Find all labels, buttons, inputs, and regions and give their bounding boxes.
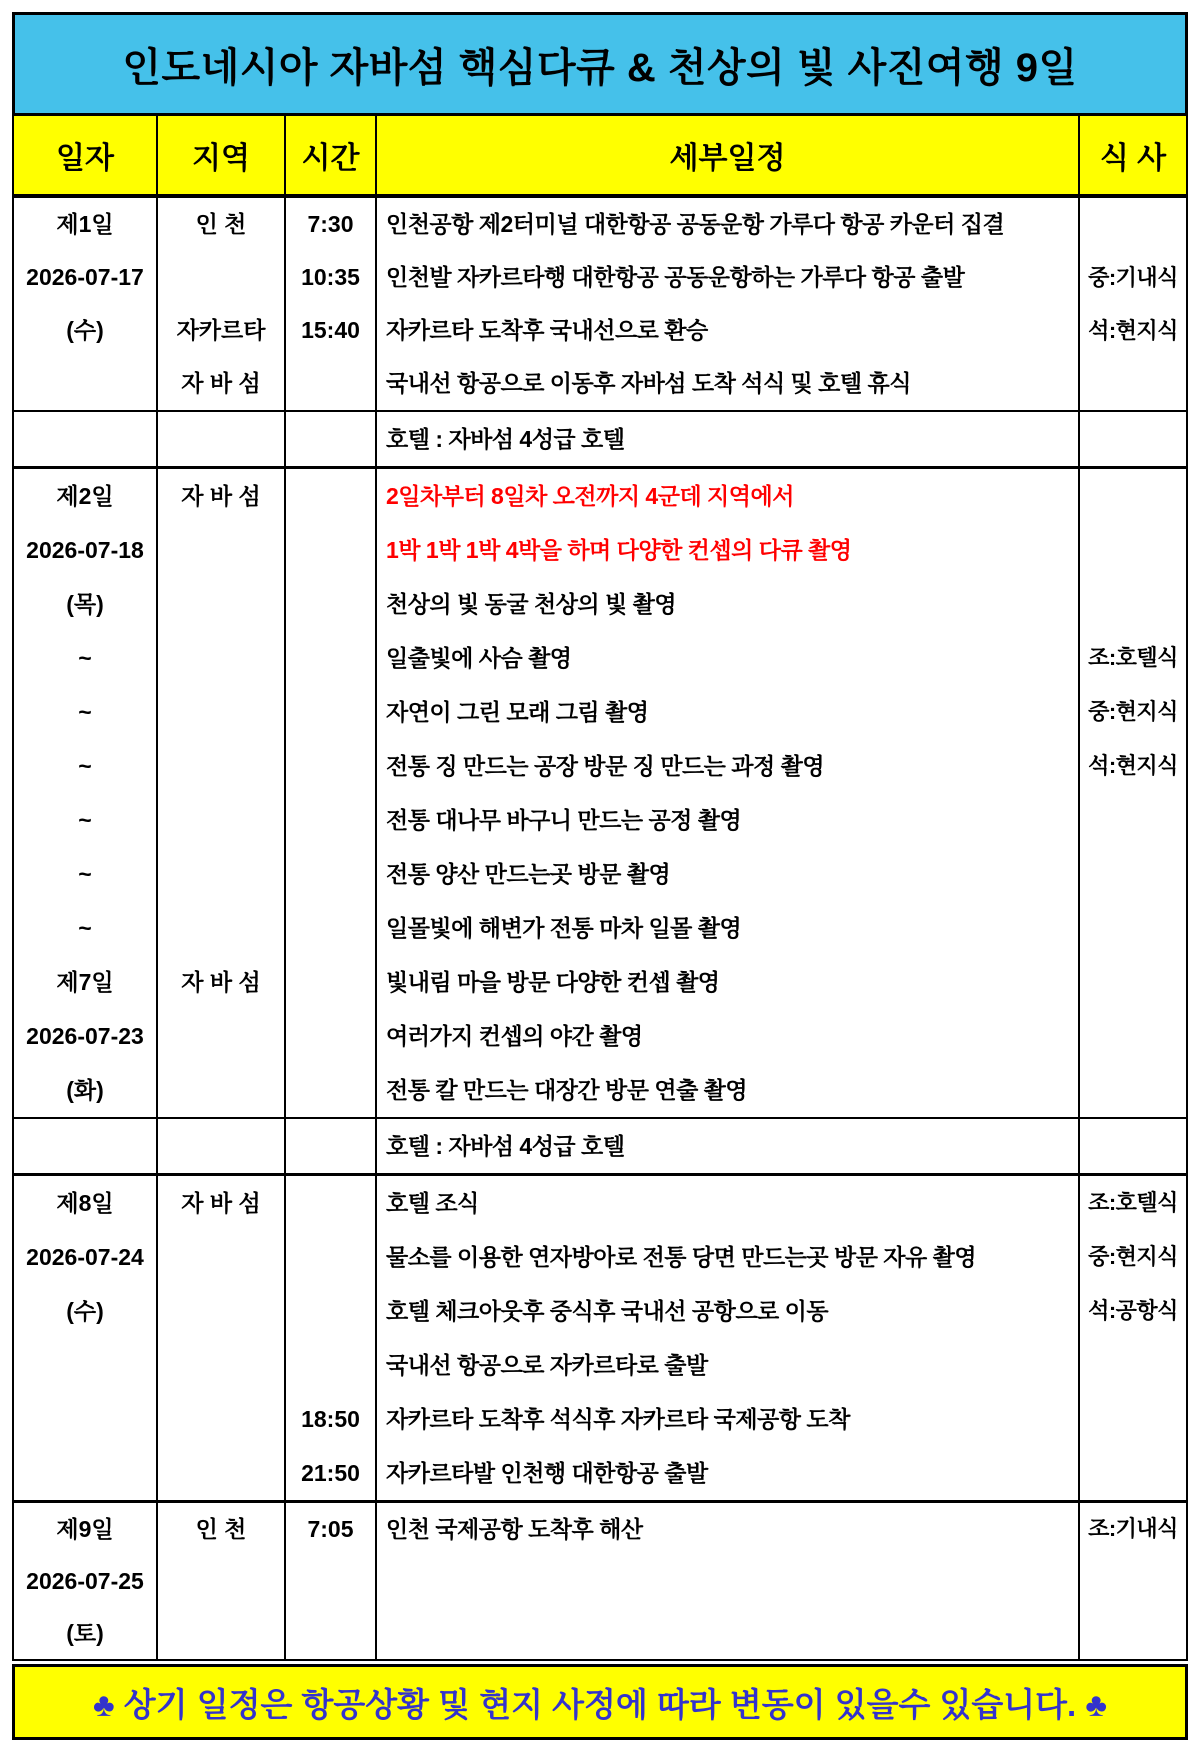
empty-cell bbox=[14, 1119, 156, 1173]
date-cell bbox=[14, 357, 156, 410]
region-cell bbox=[158, 1009, 284, 1063]
header-date: 일자 bbox=[14, 116, 158, 194]
time-cell bbox=[286, 793, 375, 847]
detail-cell: 인천 국제공항 도착후 해산 bbox=[386, 1516, 643, 1542]
detail-cell: 여러가지 컨셉의 야간 촬영 bbox=[386, 1023, 643, 1049]
region-cell: 자 바 섬 bbox=[181, 1190, 261, 1216]
detail-cell: 국내선 항공으로 자카르타로 출발 bbox=[386, 1352, 708, 1378]
date-cell: ~ bbox=[78, 645, 92, 671]
time-cell bbox=[286, 739, 375, 793]
time-cell bbox=[286, 357, 375, 410]
region-cell bbox=[158, 1338, 284, 1392]
time-cell bbox=[286, 631, 375, 685]
region-cell bbox=[158, 1555, 284, 1607]
hotel1-date-cell bbox=[14, 412, 158, 466]
day2to7-block bbox=[14, 469, 1186, 1117]
day1-region-column bbox=[158, 198, 286, 410]
meal-cell bbox=[1080, 847, 1186, 901]
region-cell bbox=[158, 1446, 284, 1500]
region-cell bbox=[158, 1607, 284, 1659]
time-cell bbox=[286, 901, 375, 955]
detail-cell: 일출빛에 사슴 촬영 bbox=[386, 645, 572, 671]
region-cell: 인 천 bbox=[195, 1516, 247, 1542]
day2to7-date-column bbox=[14, 469, 158, 1117]
time-cell: 15:40 bbox=[301, 317, 360, 343]
day1-date-column bbox=[14, 198, 158, 410]
detail-cell: 자카르타발 인천행 대한항공 출발 bbox=[386, 1460, 708, 1486]
meal-cell bbox=[1080, 1607, 1186, 1659]
hotel-info: 호텔 : 자바섬 4성급 호텔 bbox=[386, 1133, 625, 1159]
time-cell bbox=[286, 1009, 375, 1063]
itinerary-table bbox=[12, 116, 1188, 1661]
hotel1-region-cell bbox=[158, 412, 286, 466]
hotel2-detail-cell bbox=[377, 1119, 1080, 1173]
date-cell: ~ bbox=[78, 753, 92, 779]
date-cell: (화) bbox=[66, 1077, 104, 1103]
date-cell: (수) bbox=[66, 317, 104, 343]
hotel1-meal-cell bbox=[1080, 412, 1186, 466]
region-cell bbox=[158, 1392, 284, 1446]
day1-detail-column bbox=[377, 198, 1080, 410]
empty-cell bbox=[1080, 412, 1186, 466]
detail-cell: 국내선 항공으로 이동후 자바섬 도착 석식 및 호텔 휴식 bbox=[386, 370, 911, 396]
time-cell bbox=[286, 1284, 375, 1338]
day8-date-column bbox=[14, 1176, 158, 1500]
day8-time-column bbox=[286, 1176, 377, 1500]
meal-cell: 석:현지식 bbox=[1088, 318, 1178, 343]
day8-region-column bbox=[158, 1176, 286, 1500]
detail-cell: 인천발 자카르타행 대한항공 공동운항하는 가루다 항공 출발 bbox=[386, 264, 965, 290]
date-cell: (목) bbox=[66, 591, 104, 617]
time-cell: 18:50 bbox=[301, 1406, 360, 1432]
date-cell: 2026-07-24 bbox=[26, 1244, 144, 1270]
region-cell: 자 바 섬 bbox=[181, 370, 261, 396]
page-title: 인도네시아 자바섬 핵심다큐 & 천상의 빛 사진여행 9일 bbox=[12, 12, 1188, 116]
empty-cell bbox=[286, 1119, 375, 1173]
day9-date-column bbox=[14, 1503, 158, 1659]
day1-meal-column bbox=[1080, 198, 1186, 410]
date-cell bbox=[14, 1338, 156, 1392]
empty-cell bbox=[158, 412, 284, 466]
region-cell bbox=[158, 793, 284, 847]
hotel1-detail-cell bbox=[377, 412, 1080, 466]
time-cell bbox=[286, 469, 375, 523]
hotel-info: 호텔 : 자바섬 4성급 호텔 bbox=[386, 426, 625, 452]
date-cell: 2026-07-25 bbox=[26, 1568, 144, 1594]
detail-cell: 빛내림 마을 방문 다양한 컨셉 촬영 bbox=[386, 969, 720, 995]
region-cell bbox=[158, 251, 284, 304]
time-cell bbox=[286, 955, 375, 1009]
detail-cell: 천상의 빛 동굴 천상의 빛 촬영 bbox=[386, 591, 677, 617]
detail-cell: 호텔 조식 bbox=[386, 1190, 479, 1216]
detail-cell: 전통 대나무 바구니 만드는 공정 촬영 bbox=[386, 807, 742, 833]
day2to7-region-column bbox=[158, 469, 286, 1117]
time-cell bbox=[286, 1230, 375, 1284]
meal-cell bbox=[1080, 1063, 1186, 1117]
date-cell: 2026-07-18 bbox=[26, 537, 144, 563]
time-cell: 7:05 bbox=[307, 1516, 354, 1542]
meal-cell bbox=[1080, 1446, 1186, 1500]
day9-time-column bbox=[286, 1503, 377, 1659]
meal-cell bbox=[1080, 357, 1186, 410]
meal-cell bbox=[1080, 198, 1186, 251]
date-cell: 제9일 bbox=[56, 1516, 114, 1542]
time-cell bbox=[286, 577, 375, 631]
detail-cell: 자연이 그린 모래 그림 촬영 bbox=[386, 699, 649, 725]
meal-cell: 중:현지식 bbox=[1088, 1244, 1178, 1269]
region-cell bbox=[158, 1284, 284, 1338]
region-cell bbox=[158, 631, 284, 685]
region-cell bbox=[158, 523, 284, 577]
hotel2-region-cell bbox=[158, 1119, 286, 1173]
time-cell bbox=[286, 685, 375, 739]
hotel2-meal-cell bbox=[1080, 1119, 1186, 1173]
hotel-row-1 bbox=[14, 410, 1186, 469]
empty-cell bbox=[286, 412, 375, 466]
meal-cell: 조:호텔식 bbox=[1088, 1190, 1178, 1215]
region-cell bbox=[158, 685, 284, 739]
meal-cell bbox=[1080, 1555, 1186, 1607]
region-cell: 자 바 섬 bbox=[181, 483, 261, 509]
meal-cell: 석:공항식 bbox=[1088, 1298, 1178, 1323]
date-cell: (수) bbox=[66, 1298, 104, 1324]
day8-block bbox=[14, 1176, 1186, 1503]
region-cell: 자 바 섬 bbox=[181, 969, 261, 995]
meal-cell: 중:현지식 bbox=[1088, 699, 1178, 724]
region-cell bbox=[158, 847, 284, 901]
day9-region-column bbox=[158, 1503, 286, 1659]
date-cell: (토) bbox=[66, 1620, 104, 1646]
time-cell: 7:30 bbox=[307, 211, 354, 237]
detail-cell bbox=[377, 1555, 1078, 1607]
region-cell bbox=[158, 901, 284, 955]
date-cell: ~ bbox=[78, 861, 92, 887]
day9-meal-column bbox=[1080, 1503, 1186, 1659]
meal-cell bbox=[1080, 577, 1186, 631]
meal-cell: 조:기내식 bbox=[1088, 1516, 1178, 1541]
time-cell bbox=[286, 1607, 375, 1659]
day9-block bbox=[14, 1503, 1186, 1659]
date-cell: 제1일 bbox=[56, 211, 114, 237]
date-cell: ~ bbox=[78, 699, 92, 725]
time-cell: 10:35 bbox=[301, 264, 360, 290]
hotel-row-2 bbox=[14, 1117, 1186, 1176]
day1-time-column bbox=[286, 198, 377, 410]
detail-cell: 전통 양산 만드는곳 방문 촬영 bbox=[386, 861, 671, 887]
region-cell bbox=[158, 739, 284, 793]
date-cell bbox=[14, 1446, 156, 1500]
empty-cell bbox=[158, 1119, 284, 1173]
empty-cell bbox=[14, 412, 156, 466]
detail-cell: 물소를 이용한 연자방아로 전통 당면 만드는곳 방문 자유 촬영 bbox=[386, 1244, 977, 1270]
day2to7-meal-column bbox=[1080, 469, 1186, 1117]
meal-cell: 조:호텔식 bbox=[1088, 645, 1178, 670]
time-cell bbox=[286, 1555, 375, 1607]
detail-cell: 2일차부터 8일차 오전까지 4군데 지역에서 bbox=[386, 483, 794, 509]
meal-cell bbox=[1080, 1338, 1186, 1392]
time-cell bbox=[286, 523, 375, 577]
meal-cell bbox=[1080, 1009, 1186, 1063]
day2to7-detail-column bbox=[377, 469, 1080, 1117]
date-cell bbox=[14, 1392, 156, 1446]
day2to7-time-column bbox=[286, 469, 377, 1117]
meal-cell bbox=[1080, 1392, 1186, 1446]
day1-block bbox=[14, 198, 1186, 410]
region-cell bbox=[158, 1230, 284, 1284]
date-cell: 2026-07-17 bbox=[26, 264, 144, 290]
date-cell: 제2일 bbox=[56, 483, 114, 509]
region-cell bbox=[158, 577, 284, 631]
meal-cell: 중:기내식 bbox=[1088, 265, 1178, 290]
detail-cell: 인천공항 제2터미널 대한항공 공동운항 가루다 항공 카운터 집결 bbox=[386, 211, 1005, 237]
detail-cell: 1박 1박 1박 4박을 하며 다양한 컨셉의 다큐 촬영 bbox=[386, 537, 852, 563]
header-region: 지역 bbox=[158, 116, 286, 194]
time-cell: 21:50 bbox=[301, 1460, 360, 1486]
detail-cell: 전통 징 만드는 공장 방문 징 만드는 과정 촬영 bbox=[386, 753, 825, 779]
hotel2-date-cell bbox=[14, 1119, 158, 1173]
header-meal: 식 사 bbox=[1099, 142, 1167, 175]
detail-cell: 자카르타 도착후 국내선으로 환승 bbox=[386, 317, 708, 343]
region-cell: 자카르타 bbox=[176, 317, 266, 343]
date-cell: ~ bbox=[78, 807, 92, 833]
time-cell bbox=[286, 847, 375, 901]
detail-cell: 호텔 체크아웃후 중식후 국내선 공항으로 이동 bbox=[386, 1298, 829, 1324]
region-cell: 인 천 bbox=[195, 211, 247, 237]
meal-cell bbox=[1080, 955, 1186, 1009]
date-cell: 제8일 bbox=[56, 1190, 114, 1216]
hotel1-time-cell bbox=[286, 412, 377, 466]
date-cell: 제7일 bbox=[56, 969, 114, 995]
time-cell bbox=[286, 1176, 375, 1230]
meal-cell bbox=[1080, 523, 1186, 577]
detail-cell: 일몰빛에 해변가 전통 마차 일몰 촬영 bbox=[386, 915, 742, 941]
day9-detail-column bbox=[377, 1503, 1080, 1659]
hotel2-time-cell bbox=[286, 1119, 377, 1173]
time-cell bbox=[286, 1063, 375, 1117]
detail-cell: 자카르타 도착후 석식후 자카르타 국제공항 도착 bbox=[386, 1406, 850, 1432]
header-detail: 세부일정 bbox=[377, 116, 1080, 194]
region-cell bbox=[158, 1063, 284, 1117]
header-time: 시간 bbox=[286, 116, 377, 194]
detail-cell bbox=[377, 1607, 1078, 1659]
footer-notice: ♣ 상기 일정은 항공상황 및 현지 사정에 따라 변동이 있을수 있습니다. ♣ bbox=[12, 1664, 1188, 1740]
meal-cell bbox=[1080, 793, 1186, 847]
date-cell: ~ bbox=[78, 915, 92, 941]
empty-cell bbox=[1080, 1119, 1186, 1173]
meal-cell bbox=[1080, 901, 1186, 955]
time-cell bbox=[286, 1338, 375, 1392]
meal-cell bbox=[1080, 469, 1186, 523]
table-header-row bbox=[14, 116, 1186, 198]
date-cell: 2026-07-23 bbox=[26, 1023, 144, 1049]
day8-detail-column bbox=[377, 1176, 1080, 1500]
day8-meal-column bbox=[1080, 1176, 1186, 1500]
detail-cell: 전통 칼 만드는 대장간 방문 연출 촬영 bbox=[386, 1077, 748, 1103]
meal-cell: 석:현지식 bbox=[1088, 753, 1178, 778]
